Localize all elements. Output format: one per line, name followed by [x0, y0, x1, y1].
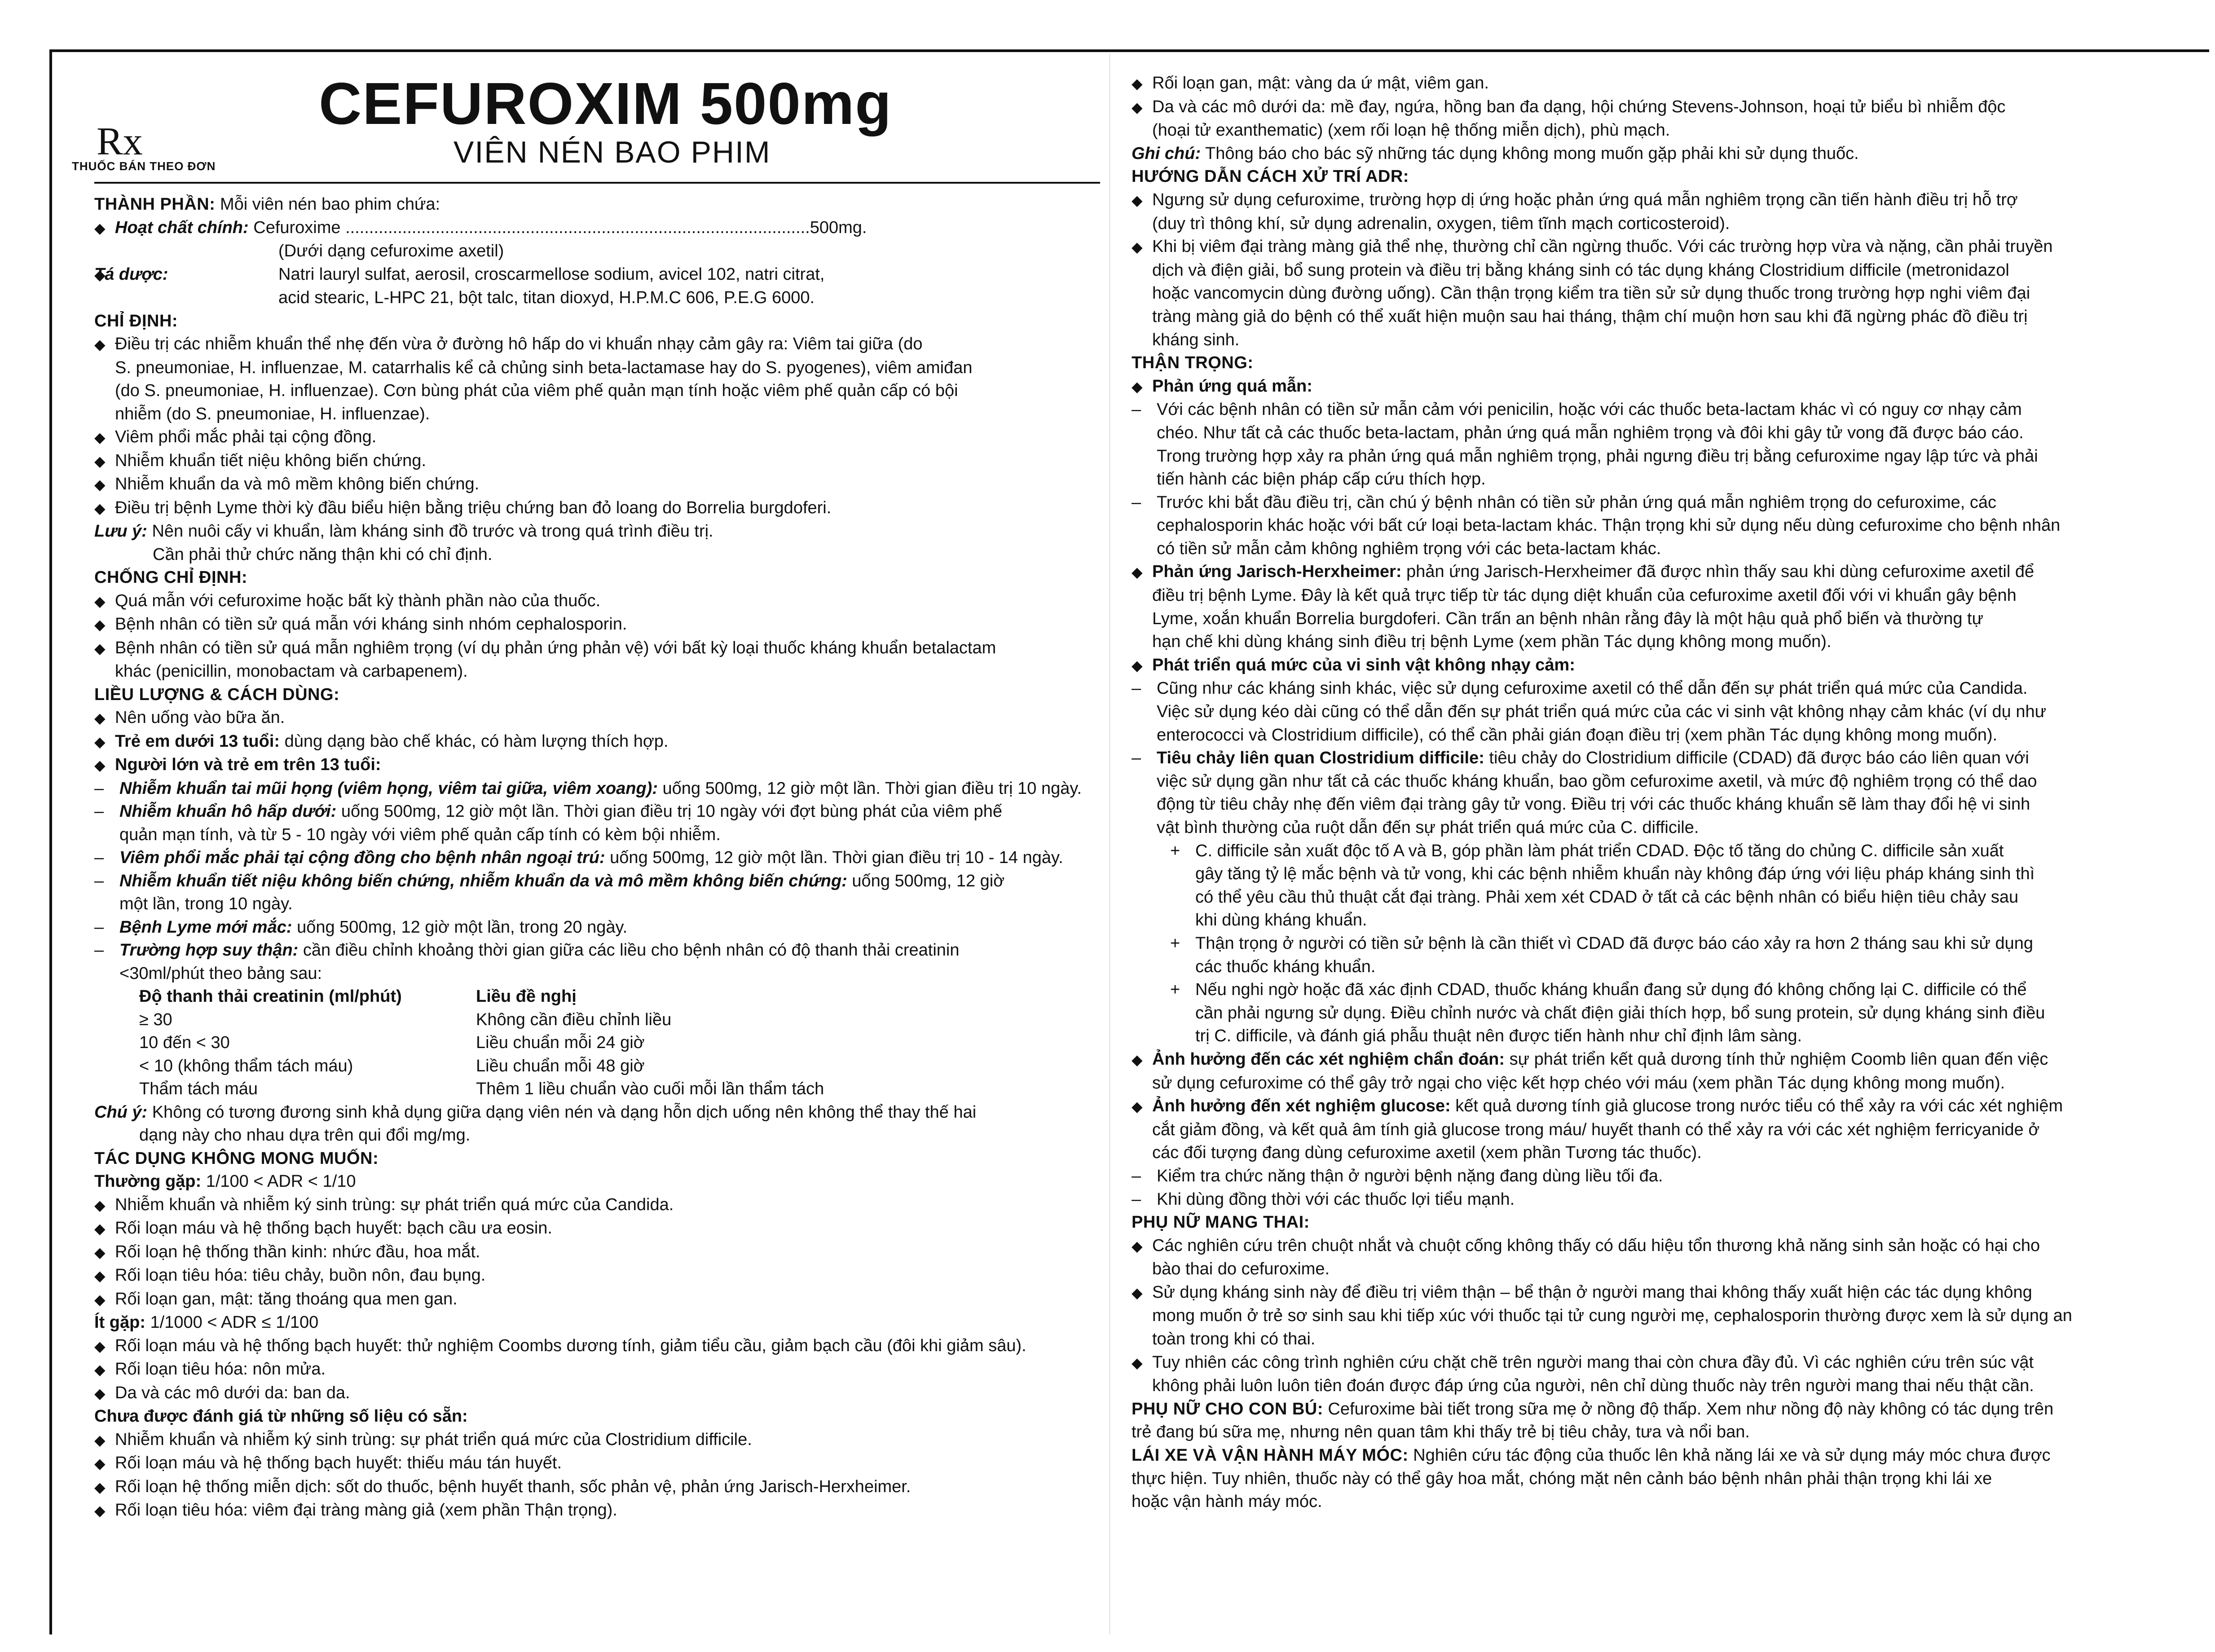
management-item: ◆ Khi bị viêm đại tràng màng giả thể nhẹ, thường chỉ cần ngừng thuốc. Với các trường hợp vừa và nặng, cần phải truyền — [1132, 235, 2182, 259]
management-item-cont: hoặc vancomycin dùng đường uống). Cần thận trọng kiểm tra tiền sử sử dụng thuốc trong trường hợp nghi viêm đại — [1152, 284, 2030, 303]
indication-item: ◆ Nhiễm khuẩn tiết niệu không biến chứng. — [94, 449, 1096, 473]
adr-item: ◆ Rối loạn tiêu hóa: nôn mửa. — [94, 1358, 1096, 1382]
adr-item: ◆ Rối loạn máu và hệ thống bạch huyết: bạch cầu ưa eosin. — [94, 1217, 1096, 1241]
precaution-item: – Khi dùng đồng thời với các thuốc lợi tiểu mạnh. — [1132, 1188, 2182, 1211]
indication-item: ◆ Viêm phổi mắc phải tại cộng đồng. — [94, 426, 1096, 449]
precaution-item: – Trước khi bắt đầu điều trị, cần chú ý bệnh nhân có tiền sử phản ứng quá mẫn nghiêm trọng do cefuroxime, các — [1132, 491, 2182, 515]
product-subtitle: VIÊN NÉN BAO PHIM — [454, 135, 771, 169]
management-item: ◆ Ngưng sử dụng cefuroxime, trường hợp dị ứng hoặc phản ứng quá mẫn nghiêm trọng cần tiến hành điều trị hỗ trợ — [1132, 189, 2182, 212]
active-label: Hoạt chất chính: — [115, 218, 249, 237]
note-label: Lưu ý: — [94, 522, 147, 541]
overgrowth-label: Phát triển quá mức của vi sinh vật không nhạy cảm: — [1152, 655, 1575, 674]
header-rule — [94, 182, 1100, 184]
dosage-uti-label: Nhiễm khuẩn tiết niệu không biến chứng, nhiễm khuẩn da và mô mềm không biến chứng: — [119, 871, 847, 890]
rx-symbol: Rx — [97, 120, 143, 163]
precaution-item-cont: enterococci và Clostridium difficile), có thể cần phải gián đoạn điều trị (xem phần Tác dụng không mong muốn). — [1157, 725, 1998, 745]
adr-item-cont: (hoại tử exanthematic) (xem rối loạn hệ thống miễn dịch), phù mạch. — [1152, 121, 1670, 140]
table-cell: Liều chuẩn mỗi 48 giờ — [476, 1056, 645, 1075]
cdad-subitem: + Thận trọng ở người có tiền sử bệnh là cần thiết vì CDAD đã được báo cáo xảy ra hơn 2 tháng sau khi sử dụng — [1132, 932, 2182, 956]
rare-range: 1/1000 < ADR ≤ 1/100 — [145, 1313, 319, 1332]
indication-item-cont: S. pneumoniae, H. influenzae, M. catarrhalis kể cả chủng sinh beta-lactamase hay do S. pyogenes), viêm amiđan — [115, 358, 973, 377]
driving-cont: hoặc vận hành máy móc. — [1132, 1492, 1322, 1511]
precautions-heading: THẬN TRỌNG: — [1132, 353, 1254, 373]
leaflet-header — [72, 70, 1096, 189]
caution-label: Chú ý: — [94, 1102, 148, 1122]
pregnancy-item-cont: mong muốn ở trẻ sơ sinh sau khi tiếp xúc với thuốc tại tử cung người mẹ, cephalosporin thường được xem là sử dụng an — [1152, 1306, 2072, 1326]
management-item-cont: dịch và điện giải, bổ sung protein và điều trị bằng kháng sinh có tác dụng kháng Clostridium difficile (metronidazol — [1152, 260, 2009, 280]
cdad-subitem-cont: các thuốc kháng khuẩn. — [1195, 957, 1376, 976]
jarisch-text: phản ứng Jarisch-Herxheimer đã được nhìn thấy sau khi dùng cefuroxime axetil để — [1401, 562, 2034, 582]
caution-text: Không có tương đương sinh khả dụng giữa dạng viên nén và dạng hỗn dịch uống nên không thể thay thế hai — [152, 1102, 977, 1122]
product-title: CEFUROXIM 500mg — [319, 70, 892, 137]
common-label: Thường gặp: — [94, 1172, 202, 1191]
remark-text: Thông báo cho bác sỹ những tác dụng không mong muốn gặp phải khi sử dụng thuốc. — [1201, 144, 1859, 163]
dosage-ent-text: uống 500mg, 12 giờ một lần. Thời gian điều trị 10 ngày. — [657, 779, 1082, 798]
dosage-child-text: dùng dạng bào chế khác, có hàm lượng thích hợp. — [280, 731, 669, 751]
indication-item: ◆ Điều trị bệnh Lyme thời kỳ đầu biểu hiện bằng triệu chứng ban đỏ loang do Borrelia burgdoferi. — [94, 497, 1096, 520]
dosage-renal-cont: <30ml/phút theo bảng sau: — [119, 964, 322, 983]
adr-item: ◆ Rối loạn gan, mật: vàng da ứ mật, viêm gan. — [1132, 72, 2182, 96]
pregnancy-heading: PHỤ NỮ MANG THAI: — [1132, 1213, 1310, 1232]
remark-label: Ghi chú: — [1132, 144, 1201, 163]
adr-management-heading: HƯỚNG DẪN CÁCH XỬ TRÍ ADR: — [1132, 167, 1409, 186]
table-cell: Thẩm tách máu — [139, 1079, 258, 1098]
driving-cont: thực hiện. Tuy nhiên, thuốc này có thể gây hoa mắt, chóng mặt nên cảnh báo bệnh nhân phải thận trọng khi lái xe — [1132, 1469, 1992, 1488]
cdad-cont: động từ tiêu chảy nhẹ đến viêm đại tràng gây tử vong. Điều trị với các thuốc kháng khuẩn sẽ làm thay đổi hệ vi sinh — [1157, 795, 2030, 814]
adr-item: ◆ Rối loạn hệ thống thần kinh: nhức đầu, hoa mắt. — [94, 1241, 1096, 1264]
pregnancy-item: ◆ Sử dụng kháng sinh này để điều trị viêm thận – bể thận ở người mang thai không thấy xuất hiện các tác dụng không — [1132, 1281, 2182, 1305]
cdad-cont: vật bình thường của ruột dẫn đến sự phát triển quá mức của C. difficile. — [1157, 818, 1699, 837]
jarisch-cont: Lyme, xoắn khuẩn Borrelia burgdoferi. Cần trấn an bệnh nhân rằng đây là một hậu quả phổ biến và thường tự — [1152, 609, 1984, 628]
cdad-subitem-cont: có thể yêu cầu thủ thuật cắt đại tràng. Phải xem xét CDAD ở tất cả các bệnh nhân có biểu hiện tiêu chảy sau — [1195, 887, 2019, 907]
cdad-label: Tiêu chảy liên quan Clostridium difficile: — [1157, 749, 1484, 768]
contraindication-item: ◆ Bệnh nhân có tiền sử quá mẫn nghiêm trọng (ví dụ phản ứng phản vệ) với bất kỳ loại thuốc kháng khuẩn betalactam — [94, 637, 1096, 661]
indication-item: ◆ Nhiễm khuẩn da và mô mềm không biến chứng. — [94, 473, 1096, 497]
management-item-cont: kháng sinh. — [1152, 330, 1240, 349]
left-column — [94, 193, 1096, 1523]
adr-item: ◆ Rối loạn tiêu hóa: viêm đại tràng màng giả (xem phần Thận trọng). — [94, 1499, 1096, 1523]
glucose-test-text: kết quả dương tính giả glucose trong nước tiểu có thể xảy ra với các xét nghiệm — [1450, 1097, 2063, 1116]
precaution-item-cont: tiến hành các biện pháp cấp cứu thích hợp. — [1157, 470, 1486, 489]
excipient-label: Tá dược: — [94, 264, 168, 284]
active-value: Cefuroxime ..................................................................................................500mg. — [253, 218, 867, 237]
dosage-ent-label: Nhiễm khuẩn tai mũi họng (viêm họng, viêm tai giữa, viêm xoang): — [119, 779, 658, 798]
management-item-cont: (duy trì thông khí, sử dụng adrenalin, oxygen, tiêm tĩnh mạch corticosteroid). — [1152, 214, 1730, 233]
contraindication-heading: CHỐNG CHỈ ĐỊNH: — [94, 568, 248, 587]
pregnancy-item: ◆ Các nghiên cứu trên chuột nhắt và chuột cống không thấy có dấu hiệu tổn thương khả năng sinh sản hoặc có hại cho — [1132, 1234, 2182, 1258]
cdad-subitem-cont: khi dùng kháng khuẩn. — [1195, 911, 1367, 930]
renal-dose-table — [94, 985, 1096, 1101]
lactation-cont: trẻ đang bú sữa mẹ, nhưng nên quan tâm khi thấy trẻ bị tiêu chảy, tưa và nổi ban. — [1132, 1423, 1750, 1442]
cdad-subitem-cont: cần phải ngưng sử dụng. Điều chỉnh nước và chất điện giải thích hợp, bổ sung protein, sử dụng kháng sinh điều — [1195, 1003, 2045, 1022]
table-cell: Liều chuẩn mỗi 24 giờ — [476, 1033, 645, 1052]
dosage-uti-text: uống 500mg, 12 giờ — [847, 871, 1005, 890]
adr-item: ◆ Rối loạn gan, mật: tăng thoáng qua men gan. — [94, 1288, 1096, 1312]
precaution-item: – Với các bệnh nhân có tiền sử mẫn cảm với penicilin, hoặc với các thuốc beta-lactam khác vì có nguy cơ nhạy cảm — [1132, 398, 2182, 422]
dosage-uti-cont: một lần, trong 10 ngày. — [119, 894, 293, 913]
adr-item: ◆ Rối loạn máu và hệ thống bạch huyết: thiếu máu tán huyết. — [94, 1452, 1096, 1476]
dosage-renal-label: Trường hợp suy thận: — [119, 941, 299, 960]
driving-heading: LÁI XE VÀ VẬN HÀNH MÁY MÓC: — [1132, 1446, 1409, 1465]
precaution-item-cont: có tiền sử mẫn cảm không nghiêm trọng với các beta-lactam khác. — [1157, 539, 1661, 558]
hypersensitivity-label: Phản ứng quá mẫn: — [1152, 376, 1312, 396]
dosage-pneumonia-label: Viêm phổi mắc phải tại cộng đồng cho bệnh nhân ngoại trú: — [119, 848, 605, 867]
table-cell: Thêm 1 liều chuẩn vào cuối mỗi lần thẩm tách — [476, 1079, 824, 1098]
lactation-heading: PHỤ NỮ CHO CON BÚ: — [1132, 1399, 1323, 1419]
glucose-test-cont: cắt giảm đồng, và kết quả âm tính giả glucose trong máu/ huyết thanh có thể xảy ra với các xét nghiệm ferricyanide ở — [1152, 1120, 2040, 1139]
adr-item: ◆ Da và các mô dưới da: ban da. — [94, 1382, 1096, 1405]
precaution-item-cont: chéo. Như tất cả các thuốc beta-lactam, phản ứng quá mẫn nghiêm trọng và đôi khi gây tử vong đã được báo cáo. — [1157, 423, 2024, 442]
precaution-item-cont: cephalosporin khác hoặc với bất cứ loại beta-lactam khác. Thận trọng khi sử dụng nếu dùng cefuroxime cho bệnh nhân — [1157, 516, 2061, 535]
adr-item: ◆ Rối loạn hệ thống miễn dịch: sốt do thuốc, bệnh huyết thanh, sốc phản vệ, phản ứng Jarisch-Herxheimer. — [94, 1476, 1096, 1499]
lab-test-label: Ảnh hưởng đến các xét nghiệm chẩn đoán: — [1152, 1049, 1505, 1069]
table-cell: 10 đến < 30 — [139, 1033, 230, 1052]
indication-item-cont: nhiễm (do S. pneumoniae, H. influenzae). — [115, 404, 430, 423]
cdad-text: tiêu chảy do Clostridium difficile (CDAD) đã được báo cáo liên quan với — [1484, 749, 2029, 768]
contraindication-item-cont: khác (penicillin, monobactam và carbapenem). — [115, 662, 468, 681]
lactation-text: Cefuroxime bài tiết trong sữa mẹ ở nồng độ thấp. Xem như nồng độ này không có tác dụng trên — [1323, 1399, 2054, 1419]
table-cell: Không cần điều chỉnh liều — [476, 1010, 672, 1029]
precaution-item-cont: Trong trường hợp xảy ra phản ứng quá mẫn nghiêm trọng, phải ngưng điều trị bằng cefuroxime ngay lập tức và phải — [1157, 446, 2038, 466]
common-range: 1/100 < ADR < 1/10 — [201, 1172, 356, 1191]
dosage-lower-resp-cont: quản mạn tính, và từ 5 - 10 ngày với viêm phế quản cấp tính có kèm bội nhiễm. — [119, 825, 721, 844]
jarisch-cont: hạn chế khi dùng kháng sinh điều trị bệnh Lyme (xem phần Tác dụng không mong muốn). — [1152, 632, 1832, 652]
indication-item: ◆ Điều trị các nhiễm khuẩn thể nhẹ đến vừa ở đường hô hấp do vi khuẩn nhạy cảm gây ra: Viêm tai giữa (do — [94, 333, 1096, 357]
cdad-subitem: + C. difficile sản xuất độc tố A và B, góp phần làm phát triển CDAD. Độc tố tăng do chủng C. difficile sản xuất — [1132, 840, 2182, 863]
table-cell: ≥ 30 — [139, 1010, 172, 1029]
indication-item-cont: (do S. pneumoniae, H. influenzae). Cơn bùng phát của viêm phế quản mạn tính hoặc viêm phế quản cấp có bội — [115, 381, 958, 400]
dosage-lower-resp-label: Nhiễm khuẩn hô hấp dưới: — [119, 802, 337, 821]
note-text: Nên nuôi cấy vi khuẩn, làm kháng sinh đồ trước và trong quá trình điều trị. — [152, 522, 713, 541]
composition-intro: Mỗi viên nén bao phim chứa: — [220, 195, 440, 214]
pregnancy-item-cont: bào thai do cefuroxime. — [1152, 1260, 1330, 1279]
driving-text: Nghiên cứu tác động của thuốc lên khả năng lái xe và sử dụng máy móc chưa được — [1408, 1446, 2051, 1465]
precaution-item: – Cũng như các kháng sinh khác, việc sử dụng cefuroxime axetil có thể dẫn đến sự phát triển quá mức của Candida. — [1132, 677, 2182, 700]
rare-label: Ít gặp: — [94, 1313, 145, 1332]
dosage-item: ◆ Nên uống vào bữa ăn. — [94, 706, 1096, 730]
cdad-subitem-cont: gây tăng tỷ lệ mắc bệnh và tử vong, khi các bệnh nhiễm khuẩn này không đáp ứng với liệu pháp kháng sinh thì — [1195, 864, 2035, 884]
adr-item: ◆ Nhiễm khuẩn và nhiễm ký sinh trùng: sự phát triển quá mức của Clostridium difficile. — [94, 1428, 1096, 1452]
excipient-line-1: Natri lauryl sulfat, aerosil, croscarmellose sodium, avicel 102, natri citrat, — [278, 264, 825, 284]
dosage-child-label: Trẻ em dưới 13 tuổi: — [115, 731, 280, 751]
prescription-label: THUỐC BÁN THEO ĐƠN — [72, 159, 216, 173]
jarisch-cont: điều trị bệnh Lyme. Đây là kết quả trực tiếp từ tác dụng diệt khuẩn của cefuroxime axetil đối với vi khuẩn gây bệnh — [1152, 586, 2017, 605]
composition-heading: THÀNH PHẦN: — [94, 195, 216, 214]
lab-test-cont: sử dụng cefuroxime có thể gây trở ngại cho việc kết hợp chéo với máu (xem phần Tác dụng không mong muốn). — [1152, 1073, 2005, 1093]
precaution-item: – Kiểm tra chức năng thận ở người bệnh nặng đang dùng liều tối đa. — [1132, 1165, 2182, 1188]
active-note: (Dưới dạng cefuroxime axetil) — [278, 242, 504, 260]
cdad-cont: việc sử dụng gần như tất cả các thuốc kháng khuẩn, bao gồm cefuroxime axetil, và mức độ nghiêm trọng có thể dao — [1157, 771, 2037, 791]
dosage-adult-label: Người lớn và trẻ em trên 13 tuổi: — [115, 755, 381, 774]
dosage-lower-resp-text: uống 500mg, 12 giờ một lần. Thời gian điều trị 10 ngày với đợt bùng phát của viêm phế — [336, 802, 1002, 821]
jarisch-label: Phản ứng Jarisch-Herxheimer: — [1152, 562, 1402, 582]
table-header: Độ thanh thải creatinin (ml/phút) — [139, 987, 402, 1006]
excipient-line-2: acid stearic, L-HPC 21, bột talc, titan dioxyd, H.P.M.C 606, P.E.G 6000. — [278, 288, 815, 307]
dosage-renal-text: cần điều chỉnh khoảng thời gian giữa các liều cho bệnh nhân có độ thanh thải creatinin — [298, 941, 960, 960]
glucose-test-cont: các đối tượng đang dùng cefuroxime axetil (xem phần Tương tác thuốc). — [1152, 1143, 1702, 1163]
management-item-cont: tràng màng giả do bệnh có thể xuất hiện muộn sau hai tháng, thậm chí muộn hơn sau khi đã ngừng phác đồ điều trị — [1152, 307, 2028, 326]
adr-item: ◆ Rối loạn máu và hệ thống bạch huyết: thử nghiệm Coombs dương tính, giảm tiểu cầu, giảm bạch cầu (đôi khi giảm sâu). — [94, 1335, 1096, 1358]
adr-item: ◆ Nhiễm khuẩn và nhiễm ký sinh trùng: sự phát triển quá mức của Candida. — [94, 1194, 1096, 1217]
adr-item: ◆ Da và các mô dưới da: mề đay, ngứa, hồng ban đa dạng, hội chứng Stevens-Johnson, hoại tử biểu bì nhiễm độc — [1132, 96, 2182, 119]
indication-heading: CHỈ ĐỊNH: — [94, 311, 178, 330]
pregnancy-item: ◆ Tuy nhiên các công trình nghiên cứu chặt chẽ trên người mang thai còn chưa đầy đủ. Vì các nghiên cứu trên súc vật — [1132, 1351, 2182, 1375]
dosage-heading: LIỀU LƯỢNG & CÁCH DÙNG: — [94, 685, 340, 704]
dosage-lyme-label: Bệnh Lyme mới mắc: — [119, 917, 292, 937]
lab-test-text: sự phát triển kết quả dương tính thử nghiệm Coomb liên quan đến việc — [1505, 1049, 2048, 1069]
right-column — [1132, 72, 2182, 1514]
cdad-subitem-cont: trị C. difficile, và đánh giá phẫu thuật nên được tiến hành như chỉ định lâm sàng. — [1195, 1026, 1802, 1046]
contraindication-item: ◆ Quá mẫn với cefuroxime hoặc bất kỳ thành phần nào của thuốc. — [94, 590, 1096, 613]
table-cell: < 10 (không thẩm tách máu) — [139, 1056, 353, 1075]
unknown-freq-label: Chưa được đánh giá từ những số liệu có sẵn: — [94, 1407, 468, 1426]
adr-item: ◆ Rối loạn tiêu hóa: tiêu chảy, buồn nôn, đau bụng. — [94, 1264, 1096, 1288]
note-text: Cần phải thử chức năng thận khi có chỉ định. — [153, 545, 493, 564]
pregnancy-item-cont: toàn trong khi có thai. — [1152, 1330, 1316, 1349]
cdad-subitem: + Nếu nghi ngờ hoặc đã xác định CDAD, thuốc kháng khuẩn đang sử dụng đó không chống lại C. difficile có thể — [1132, 978, 2182, 1002]
adr-heading: TÁC DỤNG KHÔNG MONG MUỐN: — [94, 1149, 379, 1168]
fold-crease — [1109, 54, 1110, 1634]
pregnancy-item-cont: không phải luôn luôn tiên đoán được đáp ứng của người, nên chỉ dùng thuốc này trên người mang thai nếu thật cần. — [1152, 1376, 2034, 1396]
table-header: Liều đề nghị — [476, 987, 577, 1006]
dosage-pneumonia-text: uống 500mg, 12 giờ một lần. Thời gian điều trị 10 - 14 ngày. — [605, 848, 1063, 867]
dosage-lyme-text: uống 500mg, 12 giờ một lần, trong 20 ngày. — [292, 917, 628, 937]
caution-text: dạng này cho nhau dựa trên qui đổi mg/mg. — [139, 1126, 471, 1145]
glucose-test-label: Ảnh hưởng đến xét nghiệm glucose: — [1152, 1097, 1451, 1116]
precaution-item-cont: Việc sử dụng kéo dài cũng có thể dẫn đến sự phát triển quá mức của các vi sinh vật không nhạy cảm khác (ví dụ như — [1157, 702, 2047, 722]
contraindication-item: ◆ Bệnh nhân có tiền sử quá mẫn với kháng sinh nhóm cephalosporin. — [94, 613, 1096, 637]
